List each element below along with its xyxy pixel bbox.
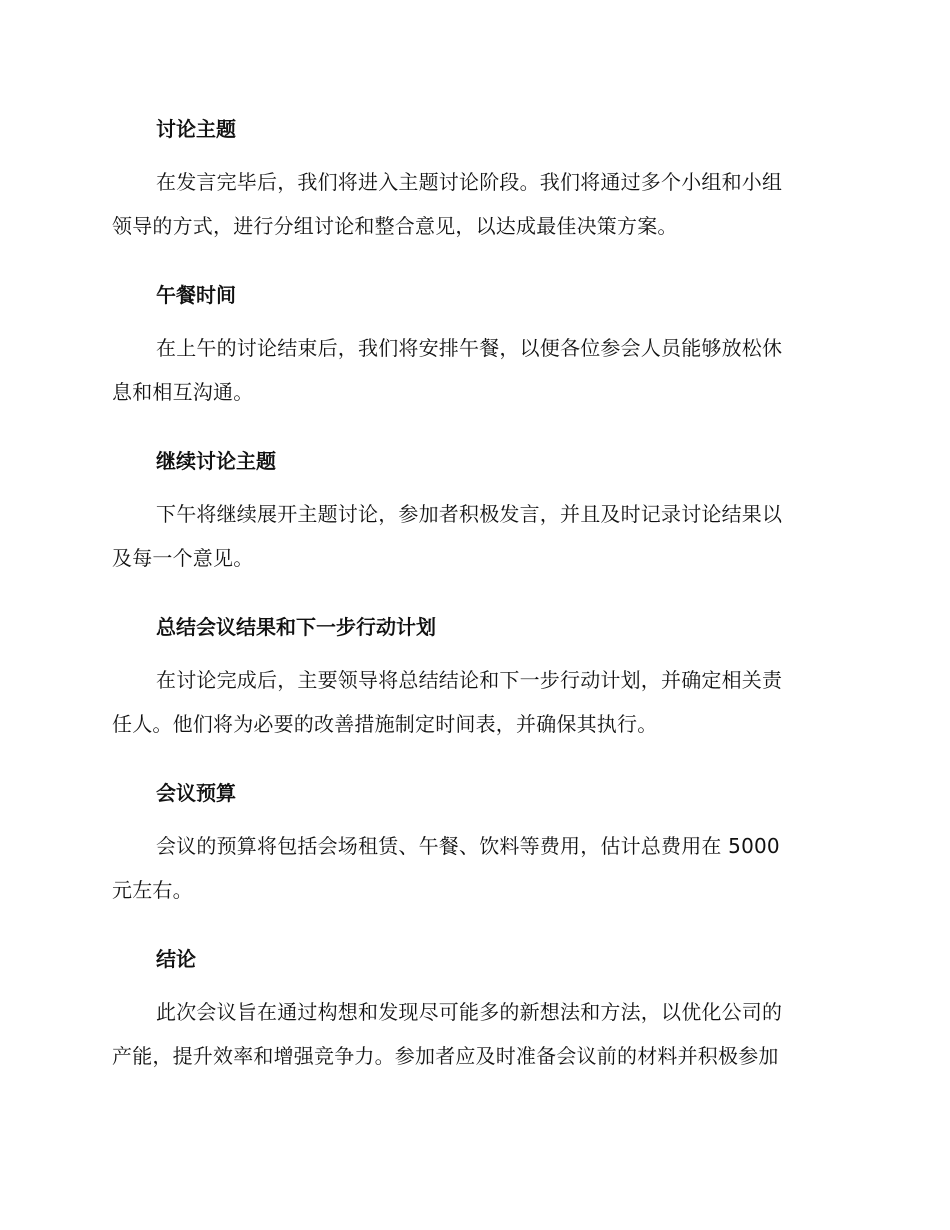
section-heading: 结论 (156, 947, 196, 971)
section-heading: 午餐时间 (156, 283, 236, 307)
section-summary-next-steps (112, 604, 832, 746)
section-lunch-time (112, 272, 832, 414)
section-paragraph (112, 990, 832, 1078)
paragraph-line: 产能，提升效率和增强竞争力。参加者应及时准备会议前的材料并积极参加 (112, 1044, 779, 1068)
paragraph-line: 会议的预算将包括会场租赁、午餐、饮料等费用，估计总费用在 5000 (156, 834, 780, 858)
section-paragraph (112, 326, 832, 414)
section-paragraph (112, 160, 832, 248)
paragraph-line: 在发言完毕后，我们将进入主题讨论阶段。我们将通过多个小组和小组 (156, 170, 783, 194)
document-page (112, 106, 832, 1102)
paragraph-line: 在讨论完成后，主要领导将总结结论和下一步行动计划，并确定相关责 (156, 668, 783, 692)
paragraph-line: 息和相互沟通。 (112, 380, 254, 404)
section-paragraph (112, 658, 832, 746)
paragraph-line: 元左右。 (112, 878, 193, 902)
section-paragraph (112, 824, 832, 912)
section-conclusion (112, 936, 832, 1078)
paragraph-line: 领导的方式，进行分组讨论和整合意见，以达成最佳决策方案。 (112, 214, 678, 238)
section-paragraph (112, 492, 832, 580)
paragraph-line: 任人。他们将为必要的改善措施制定时间表，并确保其执行。 (112, 712, 658, 736)
section-continue-discussion (112, 438, 832, 580)
paragraph-line: 下午将继续展开主题讨论，参加者积极发言，并且及时记录讨论结果以 (156, 502, 783, 526)
section-heading: 总结会议结果和下一步行动计划 (156, 615, 436, 639)
section-heading: 会议预算 (156, 781, 236, 805)
section-heading: 讨论主题 (156, 117, 236, 141)
paragraph-line: 此次会议旨在通过构想和发现尽可能多的新想法和方法，以优化公司的 (156, 1000, 783, 1024)
paragraph-line: 在上午的讨论结束后，我们将安排午餐，以便各位参会人员能够放松休 (156, 336, 783, 360)
section-meeting-budget (112, 770, 832, 912)
paragraph-line: 及每一个意见。 (112, 546, 254, 570)
section-discussion-topic (112, 106, 832, 248)
section-heading: 继续讨论主题 (156, 449, 276, 473)
